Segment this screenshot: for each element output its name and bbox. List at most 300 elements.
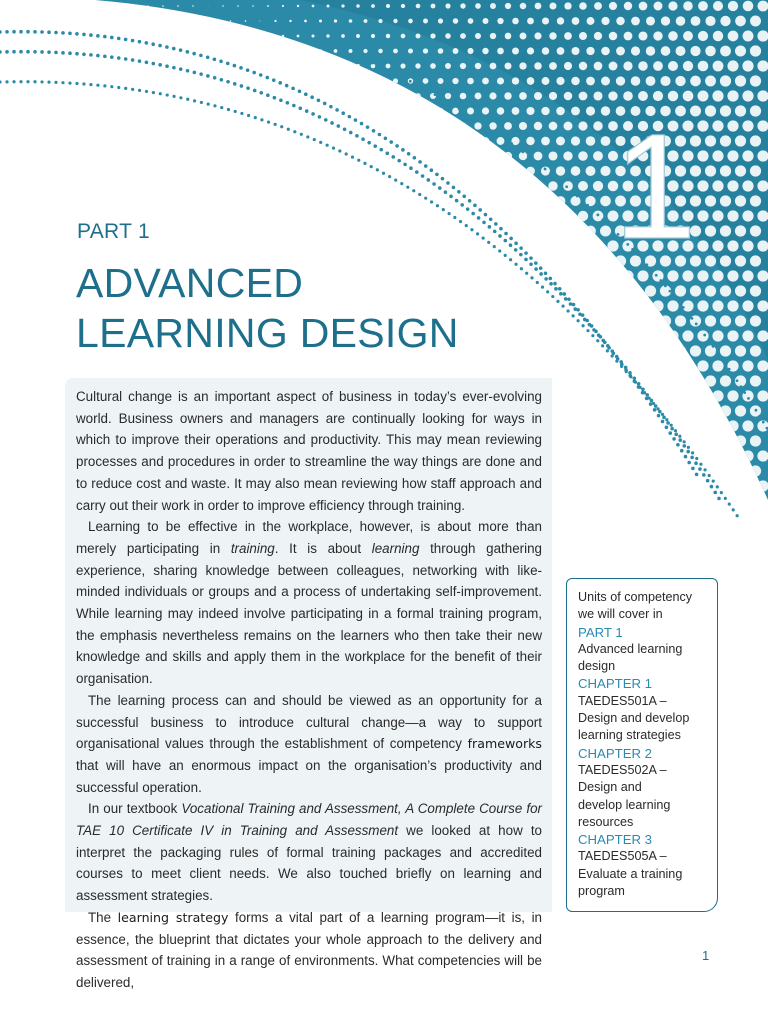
halftone-dot (386, 4, 390, 8)
halftone-dot (460, 33, 466, 39)
halftone-dot (393, 108, 399, 114)
halftone-dot (147, 125, 149, 127)
halftone-dot (547, 330, 558, 341)
halftone-dot (675, 465, 686, 476)
halftone-dot (155, 50, 157, 52)
halftone-dot (251, 154, 255, 158)
page-number: 1 (702, 948, 710, 963)
halftone-dot (467, 167, 475, 175)
halftone-dot (362, 228, 369, 235)
halftone-dot (303, 139, 307, 143)
halftone-dot (177, 185, 180, 188)
halftone-dot (585, 435, 596, 446)
halftone-dot (452, 137, 459, 144)
halftone-dot (549, 122, 558, 131)
halftone-dot (496, 197, 505, 206)
halftone-dot (416, 4, 421, 9)
halftone-dot (102, 125, 104, 127)
halftone-dot (683, 61, 693, 71)
halftone-dot (720, 105, 731, 116)
halftone-dot (512, 48, 519, 55)
halftone-dot (735, 75, 746, 86)
halftone-dot (252, 95, 255, 98)
halftone-dot (607, 450, 618, 461)
paragraph-2 (76, 516, 542, 690)
halftone-dot (147, 215, 149, 217)
halftone-dot (363, 49, 367, 53)
halftone-dot (682, 330, 693, 341)
halftone-dot (384, 362, 393, 371)
halftone-dot (200, 20, 202, 22)
halftone-dot (712, 120, 723, 131)
halftone-dot (438, 18, 443, 23)
halftone-dot (370, 123, 375, 128)
halftone-dot (630, 495, 641, 506)
halftone-dot (184, 140, 186, 142)
halftone-dot (459, 212, 467, 220)
halftone-dot (592, 360, 603, 371)
halftone-dot (199, 170, 202, 173)
halftone-dot (540, 315, 551, 326)
halftone-dot (110, 50, 112, 52)
halftone-dot (385, 123, 391, 129)
halftone-dot (482, 48, 488, 54)
halftone-dot (555, 315, 566, 326)
halftone-dot (549, 2, 556, 9)
halftone-dot (473, 331, 483, 341)
halftone-dot (697, 450, 708, 461)
halftone-dot (579, 32, 587, 40)
halftone-dot (727, 90, 738, 101)
units-chapter-3-line: program (578, 884, 625, 899)
halftone-dot (646, 46, 655, 55)
halftone-dot (333, 139, 338, 144)
halftone-dot (475, 93, 482, 100)
halftone-dot (273, 199, 278, 204)
halftone-dot (645, 315, 656, 326)
halftone-dot (630, 345, 641, 356)
halftone-dot (474, 182, 482, 190)
halftone-dot (215, 80, 217, 82)
halftone-dot (622, 330, 633, 341)
halftone-dot (667, 300, 678, 311)
halftone-dot (214, 140, 217, 143)
halftone-dot (281, 94, 284, 97)
halftone-dot (266, 184, 270, 188)
halftone-dot (296, 94, 300, 98)
halftone-dot (615, 435, 626, 446)
halftone-dot (547, 360, 558, 371)
halftone-dot (542, 47, 550, 55)
halftone-dot (697, 210, 708, 221)
halftone-dot (363, 168, 369, 174)
halftone-dot (750, 285, 761, 296)
halftone-dot (445, 63, 451, 69)
halftone-dot (526, 107, 534, 115)
halftone-dot (505, 3, 511, 9)
halftone-dot (490, 3, 496, 9)
halftone-dot (466, 257, 475, 266)
halftone-dot (743, 1, 754, 12)
halftone-dot (562, 510, 573, 521)
paragraph-5 (76, 907, 542, 994)
halftone-dot (601, 76, 610, 85)
halftone-dot (488, 301, 498, 311)
halftone-dot (503, 211, 512, 220)
halftone-dot (503, 301, 513, 311)
halftone-dot (541, 226, 551, 236)
halftone-dot (363, 79, 368, 84)
halftone-dot (273, 169, 277, 173)
halftone-dot (125, 80, 127, 82)
halftone-dot (236, 244, 241, 249)
halftone-dot (577, 270, 588, 281)
halftone-dot (473, 361, 483, 371)
halftone-dot (318, 198, 323, 203)
halftone-dot (527, 18, 534, 25)
halftone-dot (638, 91, 648, 101)
halftone-dot (668, 61, 678, 71)
halftone-dot (645, 375, 656, 386)
halftone-dot (742, 270, 753, 281)
halftone-dot (355, 153, 361, 159)
halftone-dot (563, 271, 574, 282)
halftone-dot (386, 34, 390, 38)
halftone-dot (557, 47, 565, 55)
halftone-dot (697, 120, 708, 131)
halftone-dot (622, 300, 633, 311)
halftone-dot (125, 170, 127, 172)
units-chapter-2-heading: CHAPTER 2 (578, 745, 653, 761)
halftone-dot (735, 45, 746, 56)
text-run: In our textbook (88, 801, 182, 817)
halftone-dot (735, 285, 746, 296)
halftone-dot (333, 168, 338, 173)
halftone-dot (548, 151, 557, 160)
halftone-dot (578, 121, 587, 130)
halftone-dot (667, 450, 678, 461)
halftone-dot (660, 315, 671, 326)
halftone-dot (750, 45, 761, 56)
halftone-dot (540, 345, 551, 356)
halftone-dot (459, 122, 466, 129)
halftone-dot (705, 76, 716, 87)
halftone-dot (192, 155, 195, 158)
halftone-dot (236, 184, 240, 188)
halftone-dot (510, 346, 521, 357)
halftone-dot (661, 16, 670, 25)
halftone-dot (140, 110, 142, 112)
halftone-dot (668, 91, 678, 101)
halftone-dot (199, 110, 201, 112)
halftone-dot (132, 185, 134, 187)
halftone-dot (653, 31, 662, 40)
halftone-dot (399, 212, 406, 219)
halftone-dot (585, 226, 596, 237)
units-part-desc-1: Advanced learning (578, 641, 683, 656)
part-label: PART 1 (77, 220, 151, 243)
halftone-dot (667, 270, 678, 281)
halftone-dot (600, 225, 611, 236)
halftone-dot (458, 361, 468, 371)
halftone-dot (371, 4, 375, 8)
halftone-dot (735, 345, 746, 356)
halftone-dot (496, 256, 506, 266)
halftone-dot (475, 63, 481, 69)
units-part-desc-2: design (578, 659, 616, 674)
halftone-dot (534, 32, 541, 39)
halftone-dot (482, 137, 490, 145)
halftone-dot (564, 122, 573, 131)
halftone-dot (185, 20, 187, 22)
halftone-dot (585, 255, 596, 266)
halftone-dot (555, 256, 566, 267)
halftone-dot (297, 35, 300, 38)
halftone-dot (750, 135, 761, 146)
units-chapter-3-line: TAEDES505A – (578, 849, 667, 864)
halftone-dot (585, 465, 596, 476)
halftone-dot (630, 405, 641, 416)
halftone-dot (267, 5, 269, 7)
units-chapter-2-line: develop learning (578, 797, 671, 812)
halftone-dot (200, 50, 202, 52)
halftone-dot (147, 155, 149, 157)
halftone-dot (378, 19, 382, 23)
halftone-dot (110, 200, 112, 202)
units-chapter-2-line: Design and (578, 780, 642, 795)
halftone-dot (525, 345, 536, 356)
halftone-dot (309, 362, 316, 369)
halftone-dot (155, 110, 157, 112)
halftone-dot (593, 151, 603, 161)
title-line-1: ADVANCED (76, 260, 304, 306)
halftone-dot (571, 107, 580, 116)
halftone-dot (259, 80, 262, 83)
halftone-dot (616, 76, 625, 85)
halftone-dot (631, 46, 640, 55)
halftone-dot (310, 243, 316, 249)
halftone-dot (482, 107, 489, 114)
halftone-dot (110, 110, 112, 112)
halftone-dot (341, 64, 345, 68)
halftone-dot (675, 345, 686, 356)
halftone-dot (570, 405, 581, 416)
halftone-dot (512, 107, 520, 115)
halftone-dot (742, 300, 753, 311)
halftone-dot (577, 420, 588, 431)
halftone-dot (622, 270, 633, 281)
halftone-dot (489, 152, 497, 160)
halftone-dot (184, 170, 187, 173)
halftone-dot (155, 20, 157, 22)
halftone-dot (533, 181, 542, 190)
halftone-dot (422, 227, 430, 235)
halftone-dot (630, 285, 641, 296)
halftone-dot (481, 256, 490, 265)
halftone-dot (303, 169, 308, 174)
halftone-dot (637, 330, 648, 341)
halftone-dot (161, 364, 166, 369)
halftone-dot (667, 390, 678, 401)
halftone-dot (735, 195, 746, 206)
halftone-dot (698, 31, 708, 41)
halftone-dot (332, 228, 338, 234)
halftone-dot (312, 5, 315, 8)
halftone-dot (117, 5, 119, 7)
emphasis-learning: learning (371, 540, 420, 556)
halftone-dot (398, 361, 407, 370)
halftone-dot (207, 95, 209, 97)
halftone-dot (750, 255, 761, 266)
halftone-dot (162, 155, 164, 157)
halftone-dot (310, 213, 315, 218)
units-chapter-1-heading: CHAPTER 1 (578, 676, 653, 692)
halftone-dot (609, 32, 618, 41)
halftone-dot (333, 79, 337, 83)
halftone-dot (154, 200, 156, 202)
halftone-dot (579, 2, 587, 10)
halftone-dot (698, 1, 708, 11)
halftone-dot (259, 139, 263, 143)
halftone-dot (697, 330, 708, 341)
halftone-dot (140, 20, 142, 22)
halftone-dot (258, 199, 262, 203)
halftone-dot (221, 214, 225, 218)
halftone-dot (622, 360, 633, 371)
halftone-dot (541, 137, 550, 146)
halftone-dot (125, 50, 127, 52)
halftone-dot (393, 78, 398, 83)
halftone-dot (564, 92, 573, 101)
halftone-dot (117, 65, 119, 67)
halftone-dot (481, 167, 489, 175)
halftone-dot (177, 5, 179, 7)
halftone-dot (593, 181, 603, 191)
halftone-dot (705, 165, 716, 176)
halftone-dot (690, 285, 701, 296)
halftone-dot (601, 136, 611, 146)
halftone-dot (304, 49, 307, 52)
halftone-dot (519, 122, 527, 130)
halftone-dot (570, 285, 581, 296)
halftone-dot (334, 49, 338, 53)
halftone-dot (585, 285, 596, 296)
halftone-dot (473, 271, 482, 280)
halftone-dot (533, 211, 543, 221)
halftone-dot (594, 62, 603, 71)
halftone-dot (562, 450, 573, 461)
halftone-dot (326, 94, 330, 98)
halftone-dot (354, 362, 362, 370)
halftone-dot (742, 210, 753, 221)
halftone-dot (452, 78, 458, 84)
halftone-dot (623, 91, 633, 101)
halftone-dot (349, 49, 353, 53)
halftone-dot (311, 154, 316, 159)
halftone-dot (267, 65, 270, 68)
halftone-dot (742, 60, 753, 71)
halftone-dot (259, 50, 261, 52)
units-chapter-3-line: Evaluate a training (578, 866, 683, 881)
halftone-dot (518, 241, 528, 251)
halftone-dot (460, 93, 467, 100)
halftone-dot (727, 330, 738, 341)
halftone-dot (467, 137, 474, 144)
halftone-dot (481, 197, 489, 205)
halftone-dot (600, 435, 611, 446)
halftone-dot (652, 450, 663, 461)
halftone-dot (637, 510, 648, 521)
halftone-dot (415, 63, 420, 68)
halftone-dot (592, 420, 603, 431)
halftone-dot (460, 63, 466, 69)
paragraph-1: Cultural change is an important aspect of business in today’s ever-evolving world. Business owners and managers are continually looking for ways in which to improve their operations and productivity. This may mean reviewing processes and procedures in order to streamline the way things are done and to reduce cost and waste. It may also mean reviewing how staff approach and carry out their work in order to improve efficiency through training. (76, 389, 542, 513)
halftone-dot (562, 390, 573, 401)
halftone-dot (713, 31, 723, 41)
halftone-dot (587, 17, 595, 25)
halftone-dot (622, 450, 633, 461)
halftone-dot (609, 62, 618, 71)
halftone-dot (735, 435, 746, 446)
halftone-dot (705, 225, 716, 236)
halftone-dot (393, 49, 398, 54)
halftone-dot (600, 166, 610, 176)
halftone-dot (407, 138, 413, 144)
halftone-dot (385, 213, 392, 220)
halftone-dot (727, 270, 738, 281)
halftone-dot (110, 80, 112, 82)
page-title (76, 258, 459, 358)
halftone-dot (742, 30, 753, 41)
halftone-dot (690, 435, 701, 446)
halftone-dot (132, 5, 134, 7)
halftone-dot (340, 183, 346, 189)
units-chapter-2-line: TAEDES502A – (578, 762, 667, 777)
halftone-dot (660, 76, 670, 86)
halftone-dot (594, 32, 602, 40)
halftone-dot (520, 33, 527, 40)
halftone-dot (526, 226, 536, 236)
halftone-dot (334, 19, 337, 22)
halftone-dot (504, 182, 513, 191)
halftone-dot (637, 360, 648, 371)
halftone-dot (206, 244, 210, 248)
halftone-dot (169, 170, 171, 172)
halftone-dot (705, 46, 716, 57)
halftone-dot (326, 64, 330, 68)
halftone-dot (296, 64, 299, 67)
halftone-dot (497, 18, 503, 24)
halftone-dot (720, 255, 731, 266)
halftone-dot (378, 108, 383, 113)
halftone-dot (326, 124, 331, 129)
halftone-dot (207, 35, 209, 37)
halftone-dot (586, 47, 594, 55)
halftone-dot (140, 80, 142, 82)
halftone-dot (535, 3, 542, 10)
halftone-dot (458, 271, 467, 280)
halftone-dot (720, 405, 731, 416)
halftone-dot (705, 375, 716, 386)
halftone-dot (437, 78, 443, 84)
halftone-dot (578, 241, 589, 252)
halftone-dot (549, 92, 557, 100)
halftone-dot (691, 16, 701, 26)
halftone-dot (474, 122, 481, 129)
halftone-dot (527, 77, 535, 85)
halftone-dot (466, 286, 475, 295)
halftone-dot (519, 62, 526, 69)
